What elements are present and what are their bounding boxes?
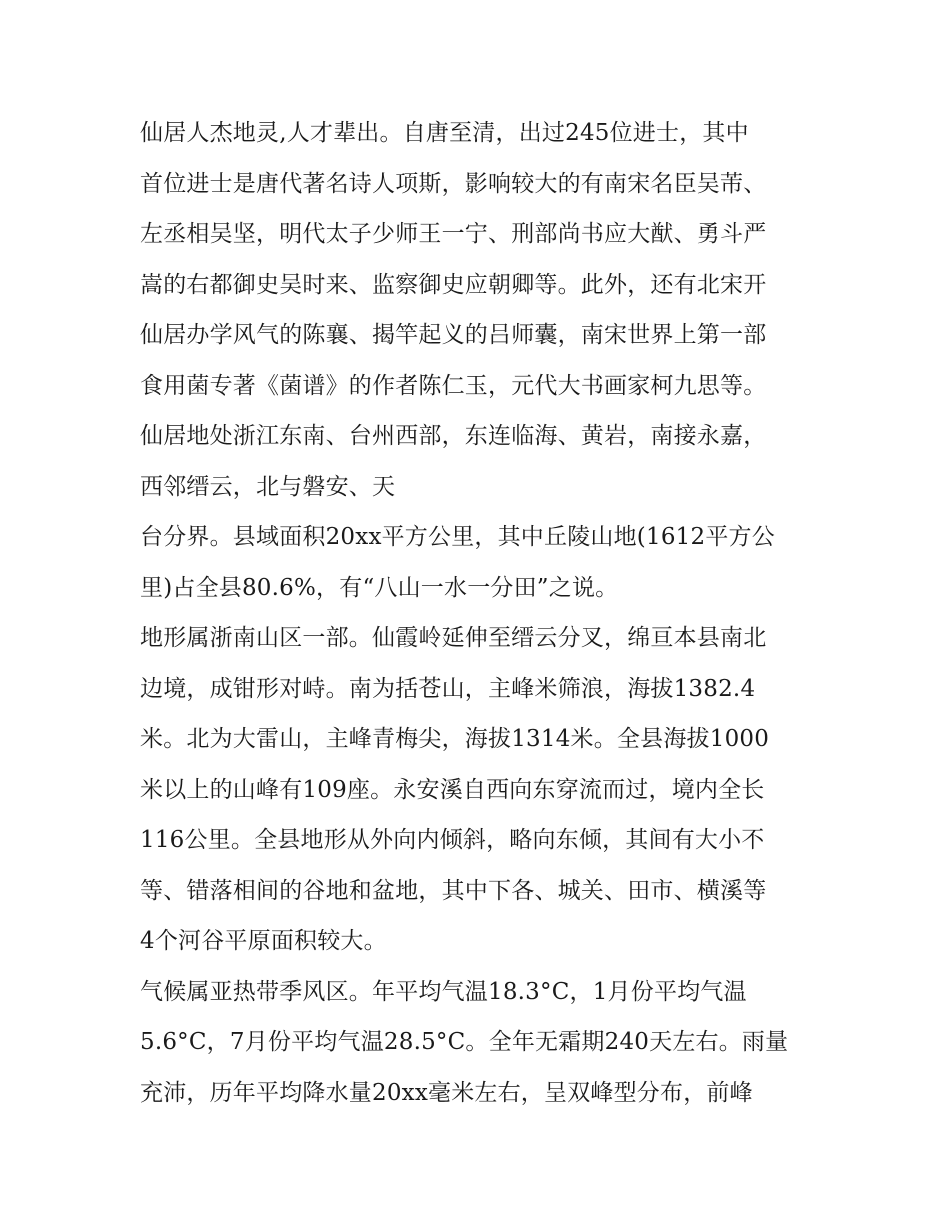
text-line: 仙居地处浙江东南、台州西部，东连临海、黄岩，南接永嘉， <box>140 423 767 449</box>
text-line: 米。北为大雷山，主峰青梅尖，海拔1314米。全县海拔1000 <box>140 726 770 752</box>
text-line: 地形属浙南山区一部。仙霞岭延伸至缙云分叉，绵亘本县南北 <box>140 625 767 651</box>
text-line: 充沛，历年平均降水量20xx毫米左右，呈双峰型分布，前峰 <box>140 1079 753 1106</box>
text-line: 116公里。全县地形从外向内倾斜，略向东倾，其间有大小不 <box>140 827 765 853</box>
text-line: 仙居办学风气的陈襄、揭竿起义的吕师囊，南宋世界上第一部 <box>140 322 767 348</box>
text-line: 食用菌专著《菌谱》的作者陈仁玉，元代大书画家柯九思等。 <box>140 372 767 399</box>
text-line: 边境，成钳形对峙。南为括苍山，主峰米筛浪，海拔1382.4 <box>140 675 756 702</box>
text-line: 里)占全县80.6%，有“八山一水一分田”之说。 <box>140 574 619 601</box>
text-line: 气候属亚热带季风区。年平均气温18.3°C，1月份平均气温 <box>140 978 747 1005</box>
text-line: 5.6°C，7月份平均气温28.5°C。全年无霜期240天左右。雨量 <box>140 1029 789 1055</box>
text-line: 首位进士是唐代著名诗人项斯，影响较大的有南宋名臣吴芾、 <box>140 170 767 197</box>
document-page <box>140 108 820 1118</box>
text-line: 米以上的山峰有109座。永安溪自西向东穿流而过，境内全长 <box>140 776 765 803</box>
text-line: 4个河谷平原面积较大。 <box>140 928 387 954</box>
text-line: 仙居人杰地灵,人才辈出。自唐至清，出过245位进士，其中 <box>140 120 749 146</box>
text-line: 台分界。县域面积20xx平方公里，其中丘陵山地(1612平方公 <box>140 524 775 550</box>
text-line: 左丞相吴坚，明代太子少师王一宁、刑部尚书应大猷、勇斗严 <box>140 221 767 247</box>
text-line: 等、错落相间的谷地和盆地，其中下各、城关、田市、横溪等 <box>140 877 767 904</box>
text-line: 西邻缙云，北与磐安、天 <box>140 473 396 500</box>
text-line: 嵩的右都御史吴时来、监察御史应朝卿等。此外，还有北宋开 <box>140 271 767 298</box>
